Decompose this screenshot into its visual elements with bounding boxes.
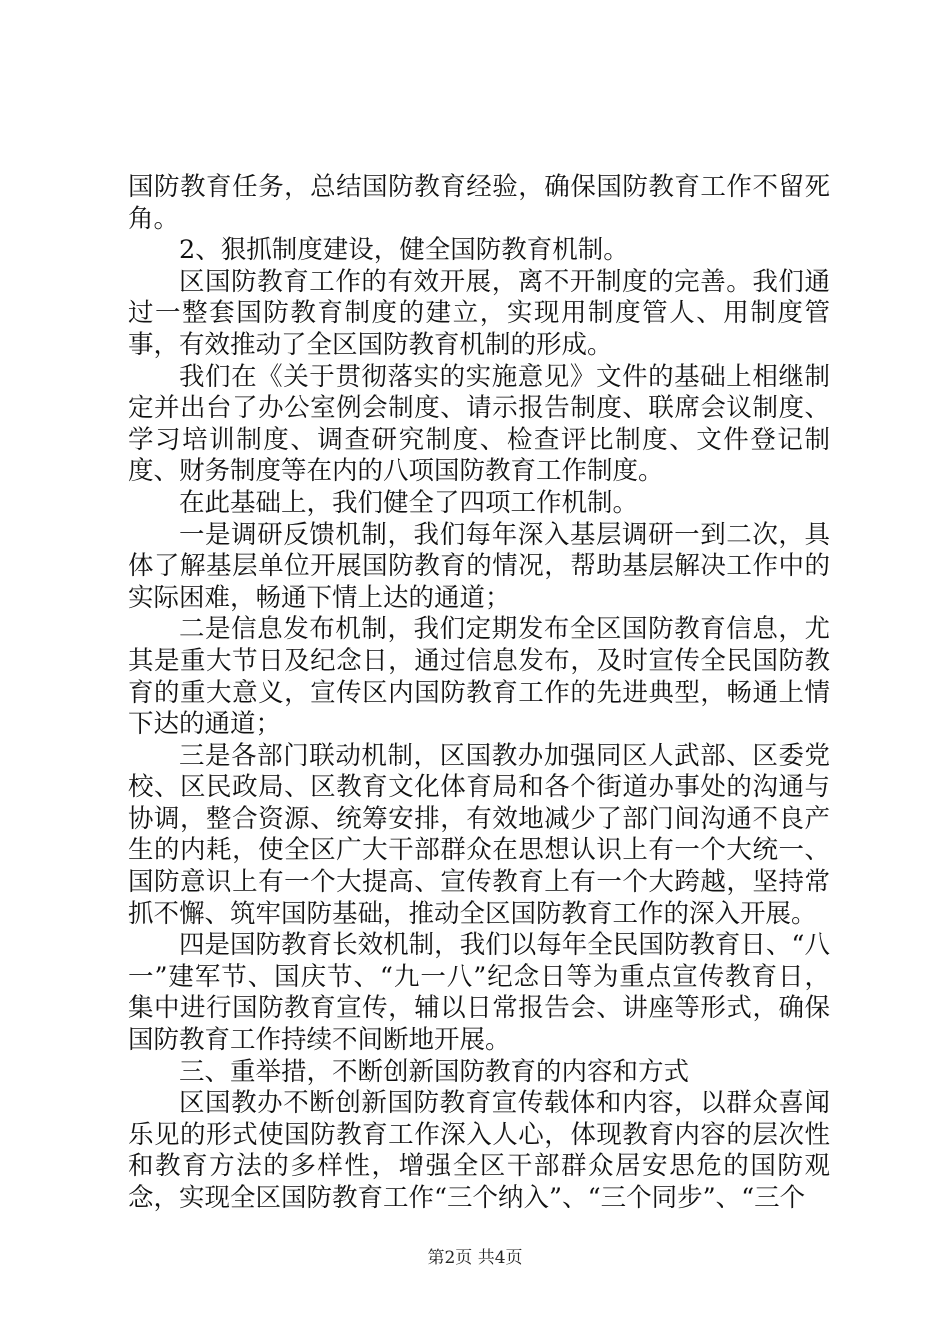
paragraph: 我们在《关于贯彻落实的实施意见》文件的基础上相继制定并出台了办公室例会制度、请示报告制度、联席会议制度、学习培训制度、调查研究制度、检查评比制度、文件登记制度、财务制度等在内的八项国防教育工作制度。 (128, 361, 830, 487)
paragraph-continuation: 国防教育任务，总结国防教育经验，确保国防教育工作不留死角。 (128, 172, 830, 234)
paragraph: 区国教办不断创新国防教育宣传载体和内容，以群众喜闻乐见的形式使国防教育工作深入人心，体现教育内容的层次性和教育方法的多样性，增强全区干部群众居安思危的国防观念，实现全区国防教育工作“三个纳入”、“三个同步”、“三个 (128, 1088, 830, 1213)
paragraph: 区国防教育工作的有效开展，离不开制度的完善。我们通过一整套国防教育制度的建立，实现用制度管人、用制度管事，有效推动了全区国防教育机制的形成。 (128, 266, 830, 360)
paragraph-mechanism-2: 二是信息发布机制，我们定期发布全区国防教育信息，尤其是重大节日及纪念日，通过信息发布，及时宣传全民国防教育的重大意义，宣传区内国防教育工作的先进典型，畅通上情下达的通道； (128, 614, 830, 740)
paragraph-mechanism-3: 三是各部门联动机制，区国教办加强同区人武部、区委党校、区民政局、区教育文化体育局和各个街道办事处的沟通与协调，整合资源、统筹安排，有效地减少了部门间沟通不良产生的内耗，使全区广大干部群众在思想认识上有一个大统一、国防意识上有一个大提高、宣传教育上有一个大跨越，坚持常抓不懈、筑牢国防基础，推动全区国防教育工作的深入开展。 (128, 740, 830, 929)
section-heading-system-building: 2、狠抓制度建设，健全国防教育机制。 (179, 235, 629, 266)
paragraph: 在此基础上，我们健全了四项工作机制。 (179, 487, 639, 518)
paragraph-mechanism-4: 四是国防教育长效机制，我们以每年全民国防教育日、“八一”建军节、国庆节、“九一八”纪念日等为重点宣传教育日，集中进行国防教育宣传，辅以日常报告会、讲座等形式，确保国防教育工作持续不间断地开展。 (128, 930, 830, 1056)
page-footer (0, 1243, 950, 1268)
document-body (128, 172, 830, 1215)
paragraph-mechanism-1: 一是调研反馈机制，我们每年深入基层调研一到二次，具体了解基层单位开展国防教育的情况，帮助基层解决工作中的实际困难，畅通下情上达的通道； (128, 519, 830, 613)
page-number-label: 第2页 共4页 (427, 1248, 523, 1268)
section-heading-measures: 三、重举措，不断创新国防教育的内容和方式 (179, 1056, 690, 1087)
